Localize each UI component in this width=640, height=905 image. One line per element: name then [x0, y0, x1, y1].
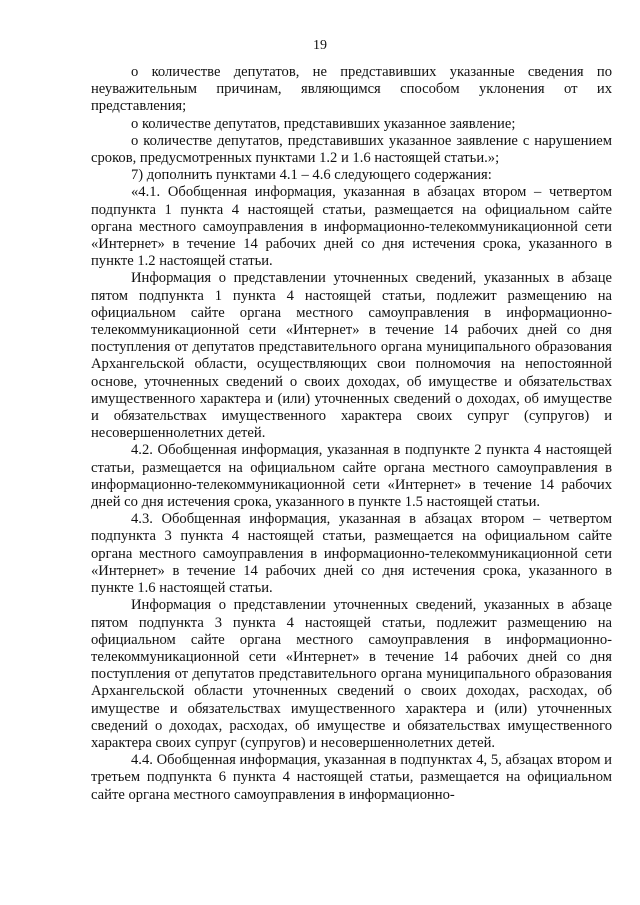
- paragraph-clause-4-4: 4.4. Обобщенная информация, указанная в подпунктах 4, 5, абзацах втором и третьем подпункта 6 пункта 4 настоящей статьи, размещается на официальном сайте органа местного самоуправления в информационно-: [91, 752, 612, 803]
- paragraph-amendment-7: 7) дополнить пунктами 4.1 – 4.6 следующего содержания:: [131, 167, 492, 184]
- document-body: [91, 64, 612, 804]
- paragraph-clause-4-1-updated-info: Информация о представлении уточненных сведений, указанных в абзаце пятом подпункта 1 пункта 4 настоящей статьи, подлежит размещению на официальном сайте органа местного самоуправления в информационно-телекоммуникационной сети «Интернет» в течение 14 рабочих дней со дня поступления от депутатов представительного органа муниципального образования Архангельской области, осуществляющих свои полномочия на непостоянной основе, уточненных сведений о своих доходах, об имуществе и обязательствах имущественного характера и (или) уточненных сведений о доходах, об имуществе и обязательствах имущественного характера своих супруг (супругов) и несовершеннолетних детей.: [91, 270, 612, 442]
- paragraph-clause-4-3: 4.3. Обобщенная информация, указанная в абзацах втором – четвертом подпункта 3 пункта 4 настоящей статьи, размещается на официальном сайте органа местного самоуправления в информационно-телекоммуникационной сети «Интернет» в течение 14 рабочих дней со дня истечения срока, указанного в пункте 1.6 настоящей статьи.: [91, 511, 612, 597]
- paragraph-count-not-submitted: о количестве депутатов, не представивших указанные сведения по неуважительным причинам, являющимся способом уклонения от их представления;: [91, 64, 612, 115]
- paragraph-count-late-statement: о количестве депутатов, представивших указанное заявление с нарушением сроков, предусмотренных пунктами 1.2 и 1.6 настоящей статьи.»;: [91, 132, 612, 167]
- paragraph-clause-4-2: 4.2. Обобщенная информация, указанная в подпункте 2 пункта 4 настоящей статьи, размещается на официальном сайте органа местного самоуправления в информационно-телекоммуникационной сети «Интернет» в течение 14 рабочих дней со дня истечения срока, указанного в пункте 1.5 настоящей статьи.: [91, 442, 612, 511]
- paragraph-count-submitted-statement: о количестве депутатов, представивших указанное заявление;: [131, 115, 516, 132]
- page-number: 19: [313, 38, 327, 53]
- paragraph-clause-4-3-updated-info: Информация о представлении уточненных сведений, указанных в абзаце пятом подпункта 3 пункта 4 настоящей статьи, подлежит размещению на официальном сайте органа местного самоуправления в информационно-телекоммуникационной сети «Интернет» в течение 14 рабочих дней со дня поступления от депутатов представительного органа муниципального образования Архангельской области уточненных сведений о своих доходах, расходах, об имуществе и обязательствах имущественного характера и (или) уточненных сведений о доходах, расходах, об имуществе и обязательствах имущественного характера своих супруг (супругов) и несовершеннолетних детей.: [91, 597, 612, 751]
- paragraph-clause-4-1: «4.1. Обобщенная информация, указанная в абзацах втором – четвертом подпункта 1 пункта 4 настоящей статьи, размещается на официальном сайте органа местного самоуправления в информационно-телекоммуникационной сети «Интернет» в течение 14 рабочих дней со дня истечения срока, указанного в пункте 1.2 настоящей статьи.: [91, 184, 612, 270]
